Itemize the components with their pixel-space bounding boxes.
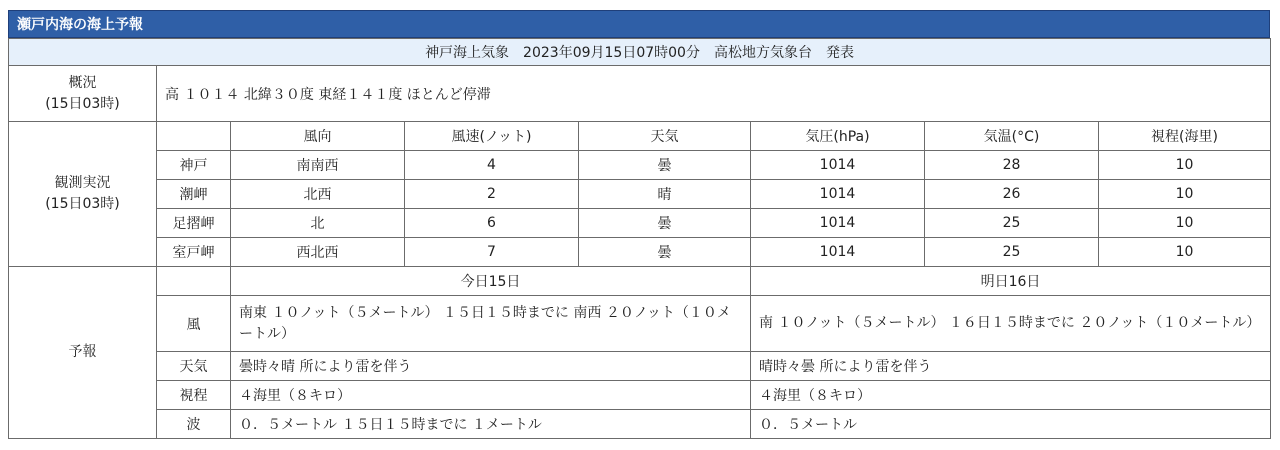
table-row	[9, 209, 1271, 238]
forecast-label: 予報	[9, 267, 157, 439]
visibility-cell: 10	[1099, 238, 1271, 267]
temperature-cell: 25	[925, 209, 1099, 238]
forecast-today-wind: 南東 １０ノット（５メートル） １５日１５時までに 南西 ２０ノット（１０メートル）	[231, 296, 751, 352]
col-header-visibility: 視程(海里)	[1099, 122, 1271, 151]
wind-speed-cell: 4	[405, 151, 579, 180]
forecast-today-visibility: ４海里（８キロ）	[231, 381, 751, 410]
overview-label-time: (15日03時)	[45, 95, 120, 112]
marine-forecast-panel	[8, 10, 1270, 439]
overview-label	[9, 66, 157, 122]
station-name: 潮岬	[157, 180, 231, 209]
table-row	[9, 151, 1271, 180]
weather-cell: 曇	[579, 238, 751, 267]
observation-label-title: 観測実況	[54, 175, 111, 191]
station-name: 室戸岬	[157, 238, 231, 267]
temperature-cell: 25	[925, 238, 1099, 267]
col-header-weather: 天気	[579, 122, 751, 151]
table-row	[9, 238, 1271, 267]
pressure-cell: 1014	[751, 151, 925, 180]
observation-label-time: (15日03時)	[45, 196, 120, 212]
col-header-temperature: 気温(°C)	[925, 122, 1099, 151]
visibility-cell: 10	[1099, 209, 1271, 238]
forecast-corner-cell	[157, 267, 231, 296]
wind-speed-cell: 6	[405, 209, 579, 238]
col-header-pressure: 気圧(hPa)	[751, 122, 925, 151]
panel-title: 瀬戸内海の海上予報	[8, 10, 1270, 38]
overview-label-title: 概況	[68, 74, 97, 91]
table-row	[9, 381, 1271, 410]
temperature-cell: 28	[925, 151, 1099, 180]
weather-cell: 晴	[579, 180, 751, 209]
weather-cell: 曇	[579, 209, 751, 238]
forecast-tomorrow-wind: 南 １０ノット（５メートル） １６日１５時までに ２０ノット（１０メートル）	[751, 296, 1271, 352]
observation-corner-cell	[157, 122, 231, 151]
forecast-tomorrow-waves: ０．５メートル	[751, 410, 1271, 439]
wind-speed-cell: 7	[405, 238, 579, 267]
temperature-cell: 26	[925, 180, 1099, 209]
observation-label	[9, 122, 157, 267]
col-header-wind-direction: 風向	[231, 122, 405, 151]
issue-info: 神戸海上気象 2023年09月15日07時00分 高松地方気象台 発表	[9, 39, 1271, 66]
table-row	[9, 296, 1271, 352]
forecast-item-waves: 波	[157, 410, 231, 439]
pressure-cell: 1014	[751, 209, 925, 238]
wind-direction-cell: 南南西	[231, 151, 405, 180]
table-row	[9, 352, 1271, 381]
pressure-cell: 1014	[751, 180, 925, 209]
station-name: 神戸	[157, 151, 231, 180]
forecast-tomorrow-weather: 晴時々曇 所により雷を伴う	[751, 352, 1271, 381]
station-name: 足摺岬	[157, 209, 231, 238]
forecast-tomorrow-visibility: ４海里（８キロ）	[751, 381, 1271, 410]
forecast-item-visibility: 視程	[157, 381, 231, 410]
forecast-item-weather: 天気	[157, 352, 231, 381]
visibility-cell: 10	[1099, 151, 1271, 180]
forecast-today-waves: ０．５メートル １５日１５時までに １メートル	[231, 410, 751, 439]
visibility-cell: 10	[1099, 180, 1271, 209]
wind-direction-cell: 北西	[231, 180, 405, 209]
wind-direction-cell: 西北西	[231, 238, 405, 267]
forecast-today-weather: 曇時々晴 所により雷を伴う	[231, 352, 751, 381]
forecast-table	[8, 38, 1271, 439]
weather-cell: 曇	[579, 151, 751, 180]
forecast-day-today: 今日15日	[231, 267, 751, 296]
table-row	[9, 180, 1271, 209]
forecast-item-wind: 風	[157, 296, 231, 352]
wind-direction-cell: 北	[231, 209, 405, 238]
col-header-wind-speed: 風速(ノット)	[405, 122, 579, 151]
overview-text: 高 １０１４ 北緯３０度 東経１４１度 ほとんど停滞	[157, 66, 1271, 122]
wind-speed-cell: 2	[405, 180, 579, 209]
table-row	[9, 410, 1271, 439]
forecast-day-tomorrow: 明日16日	[751, 267, 1271, 296]
pressure-cell: 1014	[751, 238, 925, 267]
